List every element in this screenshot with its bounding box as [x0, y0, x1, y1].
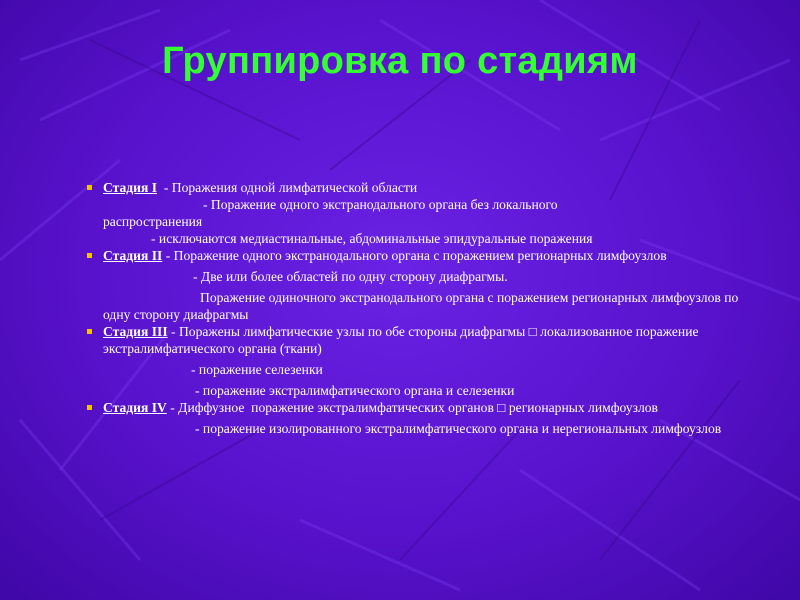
- stage-first-line: [103, 399, 763, 416]
- stage-detail-line: - исключаются медиастинальные, абдоминальные эпидуральные поражения: [151, 231, 593, 246]
- slide-title: Группировка по стадиям: [162, 40, 638, 82]
- bullet-marker: [87, 405, 92, 410]
- stage-detail-line: распространения: [103, 214, 203, 229]
- stage-detail-line: - поражение экстралимфатического органа и селезенки: [195, 383, 515, 398]
- stage-first-line: [103, 247, 763, 264]
- stage-label: Стадия IV: [103, 400, 167, 415]
- stage-description: - Диффузное поражение экстралимфатических органов □ регионарных лимфоузлов: [166, 400, 658, 415]
- stage-first-line: [103, 179, 763, 196]
- stage-label: Стадия I: [103, 180, 158, 195]
- stage-item-1: [103, 179, 763, 247]
- stage-detail-line: Поражение одиночного экстранодального органа с поражением регионарных лимфоузлов по одну сторону диафрагмы: [103, 290, 739, 322]
- stage-first-line: [103, 323, 763, 357]
- stage-description: - Поражены лимфатические узлы по обе стороны диафрагмы □ локализованное поражение экстралимфатического органа (ткани): [103, 324, 702, 356]
- stage-detail-line: - Поражение одного экстранодального органа без локального: [203, 197, 558, 212]
- bullet-marker: [87, 185, 92, 190]
- stages-list: [103, 179, 763, 437]
- stage-label: Стадия II: [103, 248, 163, 263]
- stage-item-3: [103, 323, 763, 399]
- stage-description: - Поражение одного экстранодального органа с поражением регионарных лимфоузлов: [162, 248, 667, 263]
- stage-item-2: [103, 247, 763, 323]
- stage-description: - Поражения одной лимфатической области: [157, 180, 418, 195]
- stage-detail-line: - Две или более областей по одну сторону диафрагмы.: [193, 269, 508, 284]
- stage-label: Стадия III: [103, 324, 168, 339]
- bullet-marker: [87, 253, 92, 258]
- stage-detail-line: - поражение изолированного экстралимфатического органа и нерегиональных лимфоузлов: [195, 421, 722, 436]
- bullet-marker: [87, 329, 92, 334]
- stage-item-4: [103, 399, 763, 437]
- stage-detail-line: - поражение селезенки: [191, 362, 323, 377]
